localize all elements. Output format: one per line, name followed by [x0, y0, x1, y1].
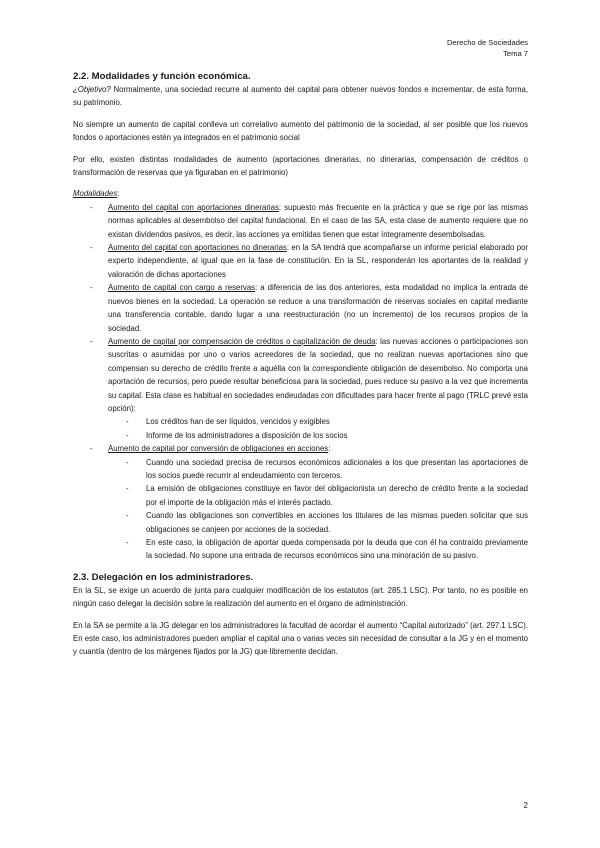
objetivo-label: ¿Objetivo? [73, 85, 111, 94]
sub-list [108, 415, 528, 442]
list-item [73, 281, 528, 335]
list-item [73, 442, 528, 563]
sub-list-item: - Cuando las obligaciones son convertibles en acciones los titulares de las mismas pueden solicitar que sus obligaciones se canjeen por acciones de la sociedad. [108, 509, 528, 536]
sub-list-item: - Los créditos han de ser líquidos, vencidos y exigibles [108, 415, 528, 428]
item-label: Aumento de capital por compensación de créditos o capitalización de deuda [108, 336, 376, 346]
modalidades-colon: : [117, 189, 120, 199]
sub-list [108, 456, 528, 563]
objetivo-paragraph [73, 83, 528, 110]
paragraph-sl-delegation: En la SL, se exige un acuerdo de junta para cualquier modificación de los estatutos (art. 285.1 LSC). Por tanto, no es posible en ningún caso delegar la decisión sobre la realización del aumento en el órgano de administración. [73, 585, 528, 609]
list-item [73, 335, 528, 442]
item-label: Aumento de capital con cargo a reservas [108, 283, 256, 293]
item-text: : [328, 444, 331, 454]
item-label: Aumento del capital con aportaciones dinerarias [108, 202, 279, 212]
modalidades-label: Modalidades [73, 189, 118, 199]
list-item [73, 201, 528, 241]
objetivo-text: Normalmente, una sociedad recurre al aumento del capital para obtener nuevos fondos e incrementar, de esta forma, su patrimonio. [73, 85, 528, 108]
item-label: Aumento del capital con aportaciones no dinerarias [108, 243, 287, 253]
section-2-2-heading: 2.2. Modalidades y función económica. [73, 71, 251, 82]
sub-list-item: - Cuando una sociedad precisa de recursos económicos adicionales a los que presentan las aportaciones de los socios puede recurrir al endeudamiento con terceros. [108, 456, 528, 483]
header-course-title: Derecho de Sociedades [446, 38, 528, 47]
paragraph-patrimonio: No siempre un aumento de capital conlleva un correlativo aumento del patrimonio de la sociedad, al ser posible que los nuevos fondos o aportaciones estén ya integrados en el patrimonio social [73, 119, 528, 143]
sub-list-item: - En este caso, la obligación de aportar queda compensada por la deuda que con él ha contraído previamente la sociedad. No supone una entrada de recursos económicos sino una minoración de su pasivo. [108, 536, 528, 563]
item-text: : las nuevas acciones o participaciones son suscritas o asumidas por uno o varios acreedores de la sociedad, que no realizan nuevas aportaciones sino que compensan su derecho de crédito frente a aquélla con la correspondiente obligación de desembolso. No comporta una aportación de recursos, pero puede resultar beneficiosa para la sociedad, pues reduce su pasivo a la vez que incrementa su capital. Esta clase es habitual en sociedades endeudadas con dificultades para hacer frente al pago (TRLC prevé esta opción): [108, 336, 528, 413]
modalidades-list [73, 201, 528, 563]
modalidades-heading [73, 187, 528, 200]
item-text: : en la SA tendrá que acompañarse un informe pericial elaborado por experto independiente, al igual que en la fase de constitución. En la SL, responderán los aportantes de la realidad y valoración de dichas aportaciones [108, 243, 529, 279]
section-2-3-heading: 2.3. Delegación en los administradores. [73, 571, 254, 583]
sub-list-item: - La emisión de obligaciones constituye en favor del obligacionista un derecho de crédito frente a la sociedad por el importe de la obligación más el interés pactado. [108, 482, 528, 509]
paragraph-modalidades-intro: Por ello, existen distintas modalidades de aumento (aportaciones dinerarias, no dinerarias, compensación de créditos o transformación de reservas que ya figuraban en el patrimonio) [73, 154, 528, 178]
running-header [447, 37, 528, 59]
header-topic: Tema 7 [503, 49, 528, 58]
item-text: : supuesto más frecuente en la práctica y que se rige por las mismas normas aplicables al desembolso del capital fundacional. En el caso de las SA, esta clase de aumento requiere que no existan dividendos pasivos, es decir, las acciones ya emitidas tienen que estar íntegramente desembolsadas. [108, 202, 528, 239]
list-item [73, 241, 528, 281]
page-content [73, 70, 528, 659]
item-label: Aumento de capital por conversión de obligaciones en acciones [108, 444, 329, 454]
sub-list-item: - Informe de los administradores a disposición de los socios [108, 429, 528, 442]
page-number: 2 [523, 801, 528, 810]
paragraph-sa-delegation: En la SA se permite a la JG delegar en los administradores la facultad de acordar el aumento “Capital autorizado” (art. 297.1 LSC). En este caso, los administradores pueden ampliar el capital una o varias veces sin necesidad de consultar a la JG y en el momento y cuantía (dentro de los márgenes fijados por la JG) que libremente decidan. [73, 620, 528, 657]
item-text: : a diferencia de las dos anteriores, esta modalidad no implica la entrada de nuevos bienes en la sociedad. La operación se reduce a una transformación de reservas sociales en capital mediante una transferencia contable, dando lugar a una reestructuración (no un incremento) de los recursos propios de la sociedad. [108, 283, 528, 333]
